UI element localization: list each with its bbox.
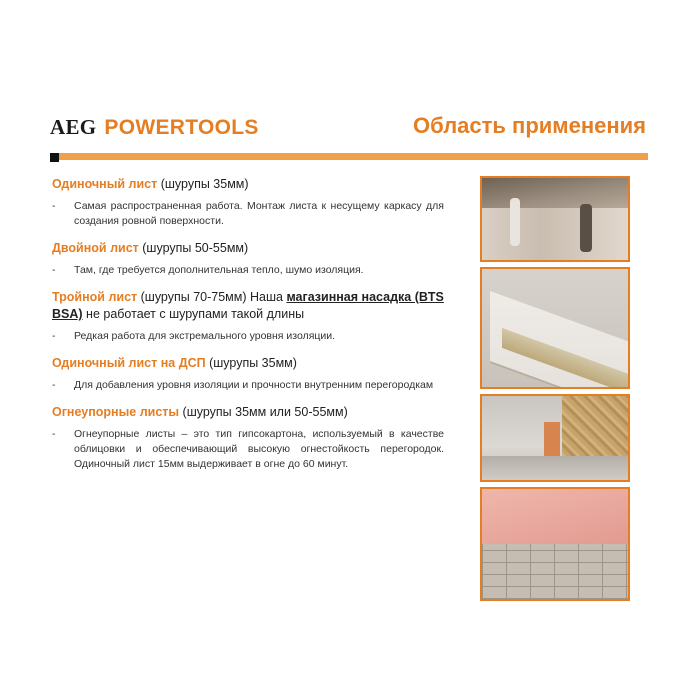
list-item bbox=[52, 263, 444, 278]
photo-wall bbox=[482, 208, 628, 260]
photo-column bbox=[480, 176, 630, 606]
section-heading bbox=[52, 355, 444, 372]
section-heading-underlined: магазинная насадка (BTS BSA) bbox=[52, 290, 444, 321]
photo-chipboard-wall bbox=[480, 394, 630, 482]
list-item bbox=[52, 199, 444, 229]
list-item bbox=[52, 378, 444, 393]
section-triple-sheet bbox=[52, 289, 444, 344]
section-heading-rest: (шурупы 35мм) bbox=[205, 356, 297, 370]
page-title: Область применения bbox=[413, 113, 646, 138]
content-column bbox=[52, 176, 444, 483]
list-item-text: Огнеупорные листы – это тип гипсокартона, используемый в качестве облицовки и обеспечивающий высокую огнестойкость перегородок. Одиночный лист 15мм выдерживает в огне до 60 минут. bbox=[74, 428, 444, 470]
list-item bbox=[52, 427, 444, 472]
photo-worker bbox=[510, 198, 520, 246]
list-item-text: Самая распространенная работа. Монтаж листа к несущему каркасу для создания ровной поверхности. bbox=[74, 200, 444, 227]
section-heading-colored: Огнеупорные листы bbox=[52, 405, 180, 419]
section-heading-tail: не работает с шурупами такой длины bbox=[82, 307, 305, 321]
header bbox=[0, 0, 700, 175]
bullet-marker: - bbox=[52, 330, 56, 342]
section-heading-colored: Одиночный лист на ДСП bbox=[52, 356, 206, 370]
photo-floor bbox=[482, 456, 628, 480]
photo-doorway bbox=[544, 422, 560, 456]
section-heading bbox=[52, 240, 444, 257]
section-heading-colored: Двойной лист bbox=[52, 241, 139, 255]
brand-powertools: POWERTOOLS bbox=[104, 116, 259, 139]
photo-block-wall bbox=[482, 544, 628, 599]
section-heading-rest: (шурупы 50-55мм) bbox=[138, 241, 249, 255]
section-heading-colored: Тройной лист bbox=[52, 290, 138, 304]
photo-ceiling-installation bbox=[480, 176, 630, 262]
photo-drywall-sheets bbox=[480, 267, 630, 389]
section-heading-colored: Одиночный лист bbox=[52, 177, 158, 191]
header-divider bbox=[50, 153, 648, 160]
section-heading-rest: (шурупы 35мм) bbox=[157, 177, 249, 191]
brand-logo bbox=[50, 115, 259, 140]
list-item-text: Там, где требуется дополнительная тепло, шумо изоляция. bbox=[74, 264, 364, 276]
section-heading bbox=[52, 404, 444, 421]
photo-fireproof-sheets bbox=[480, 487, 630, 601]
section-single-sheet bbox=[52, 176, 444, 229]
divider-square bbox=[50, 153, 59, 162]
section-heading bbox=[52, 289, 444, 323]
bullet-marker: - bbox=[52, 200, 56, 212]
section-heading-rest: (шурупы 70-75мм) Наша bbox=[137, 290, 287, 304]
list-item-text: Редкая работа для экстремального уровня изоляции. bbox=[74, 330, 336, 342]
bullet-marker: - bbox=[52, 264, 56, 276]
section-heading-rest: (шурупы 35мм или 50-55мм) bbox=[179, 405, 348, 419]
section-heading bbox=[52, 176, 444, 193]
bullet-marker: - bbox=[52, 379, 56, 391]
photo-ceiling bbox=[482, 178, 628, 208]
section-sheet-on-chipboard bbox=[52, 355, 444, 393]
brand-aeg: AEG bbox=[50, 115, 97, 139]
list-item-text: Для добавления уровня изоляции и прочности внутренним перегородкам bbox=[74, 379, 434, 391]
photo-pink-sheets bbox=[482, 489, 628, 544]
bullet-marker: - bbox=[52, 428, 56, 440]
list-item bbox=[52, 329, 444, 344]
section-fireproof-sheets bbox=[52, 404, 444, 472]
photo-worker bbox=[580, 204, 592, 252]
section-double-sheet bbox=[52, 240, 444, 278]
